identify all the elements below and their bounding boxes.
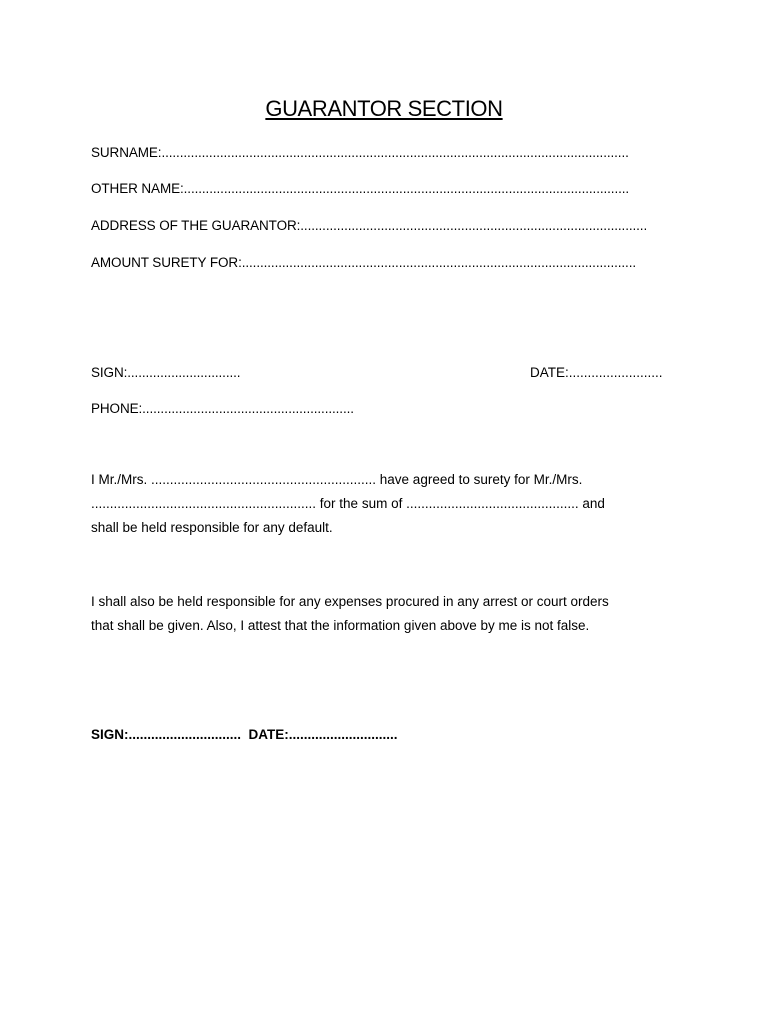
other-name-field: OTHER NAME:.......................................................................................................................... [91, 181, 630, 196]
final-sign-field: SIGN:.............................. [91, 727, 242, 742]
final-signature-line [91, 726, 398, 744]
agreement-line: I Mr./Mrs. ............................................................ have agreed to surety for Mr./Mrs. [91, 472, 583, 487]
page-title: GUARANTOR SECTION [265, 96, 503, 121]
amount-surety-field: AMOUNT SURETY FOR:............................................................................................................ [91, 255, 636, 270]
attestation-line: I shall also be held responsible for any expenses procured in any arrest or court orders [91, 594, 609, 609]
sign-field: SIGN:............................... [91, 365, 241, 380]
final-date-field: DATE:............................. [248, 727, 398, 742]
attestation-line: that shall be given. Also, I attest that the information given above by me is not false. [91, 618, 590, 633]
attestation-paragraph [91, 590, 681, 638]
date-field: DATE:......................... [530, 365, 663, 380]
guarantor-address-field: ADDRESS OF THE GUARANTOR:............................................................................................... [91, 218, 648, 233]
agreement-paragraph [91, 468, 681, 540]
surname-field: SURNAME:................................................................................................................................ [91, 145, 629, 160]
agreement-line: ............................................................ for the sum of .............................................. and [91, 496, 605, 511]
phone-field: PHONE:.......................................................... [91, 401, 354, 416]
agreement-line: shall be held responsible for any default. [91, 520, 333, 535]
